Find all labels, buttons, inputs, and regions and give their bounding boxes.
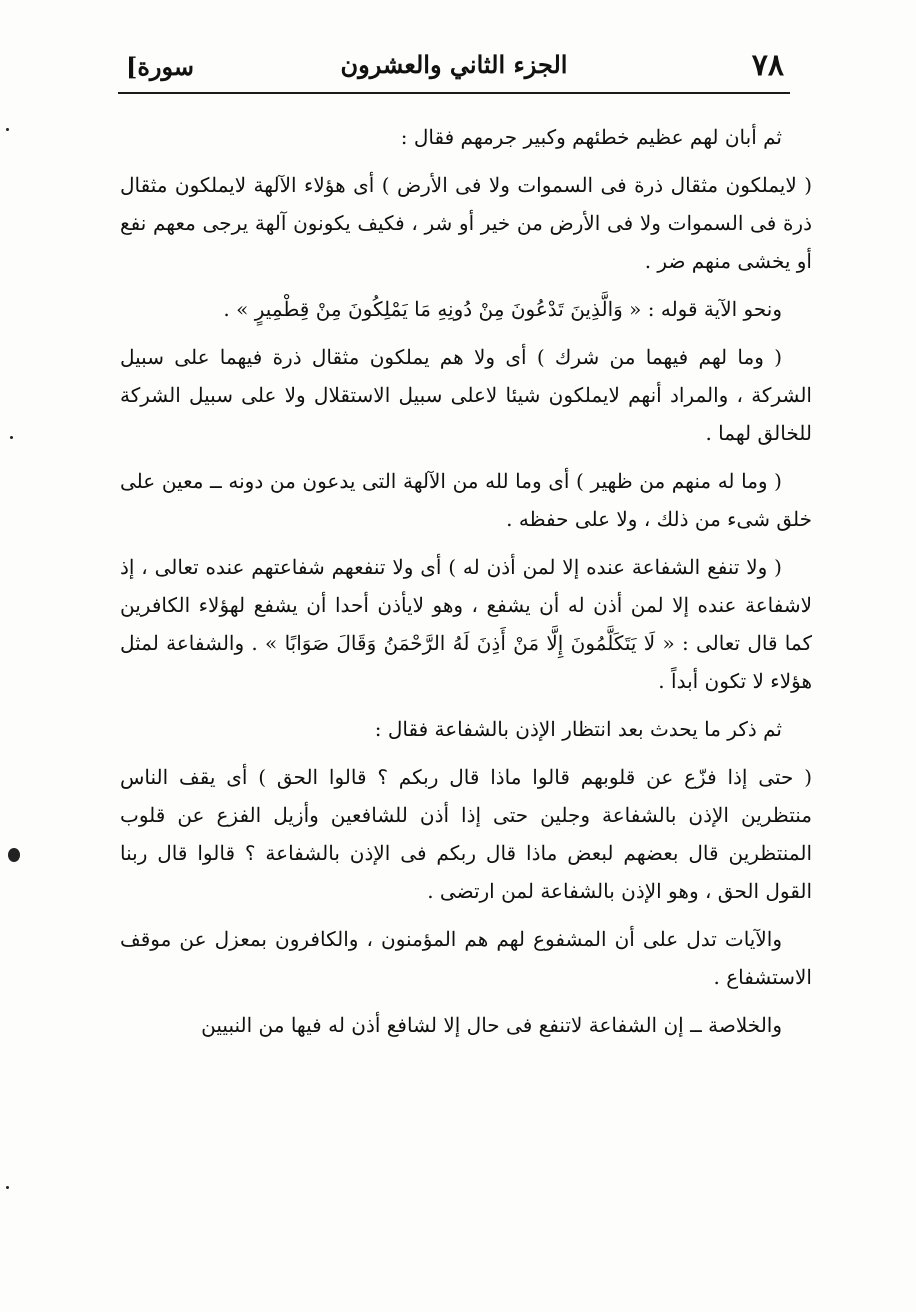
paragraph-shafaa: ( ولا تنفع الشفاعة عنده إلا لمن أذن له ) أى ولا تنفعهم شفاعتهم عنده تعالى ، إذ لاشفاعة عنده إلا لمن أذن له أن يشفع ، وهو لايأذن أحدا أن يشفع لهؤلاء الكافرين كما قال تعالى : « لَا يَتَكَلَّمُونَ إِلَّا مَنْ أَذِنَ لَهُ الرَّحْمَنُ وَقَالَ صَوَابًا » . والشفاعة لمثل هؤلاء لا تكون أبداً . (120, 555, 812, 693)
scan-speck (10, 436, 13, 439)
paragraph-summary: والخلاصة ــ إن الشفاعة لاتنفع فى حال إلا لشافع أذن له فيها من النبيين (201, 1013, 782, 1037)
paragraph-after-permission: ثم ذكر ما يحدث بعد انتظار الإذن بالشفاعة فقال : (374, 717, 782, 741)
paragraph-la-yamlikun: ( لايملكون مثقال ذرة فى السموات ولا فى الأرض ) أى هؤلاء الآلهة لايملكون مثقال ذرة فى السموات ولا فى الأرض من خير أو شر ، فكيف يكونون آلهة يرجى معهم نفع أو يخشى منهم ضر . (120, 173, 812, 273)
scan-speck (6, 1186, 9, 1189)
scan-speck (8, 848, 20, 862)
paragraph-hatta-idha: ( حتى إذا فزّع عن قلوبهم قالوا ماذا قال ربكم ؟ قالوا الحق ) أى يقف الناس منتظرين الإذن بالشفاعة وجلين حتى إذا أذن للشافعين وأزيل الفزع عن قلوب المنتظرين قال بعضهم لبعض ماذا قال ربكم فى الإذن بالشفاعة ؟ قالوا قال ربنا القول الحق ، وهو الإذن بالشفاعة لمن ارتضى . (120, 765, 812, 903)
paragraph-similar-verse: ونحو الآية قوله : « وَالَّذِينَ تَدْعُونَ مِنْ دُونِهِ مَا يَمْلِكُونَ مِنْ قِطْمِيرٍ » . (223, 297, 782, 321)
surah-label: [سورة (126, 52, 195, 81)
paragraph-ayat-indicate: والآيات تدل على أن المشفوع لهم هم المؤمنون ، والكافرون بمعزل عن موقف الاستشفاع . (120, 927, 812, 989)
page-number: ٧٨ (751, 48, 784, 83)
paragraph-intro: ثم أبان لهم عظيم خطئهم وكبير جرمهم فقال : (400, 125, 782, 149)
paragraph-shirk: ( وما لهم فيهما من شرك ) أى ولا هم يملكون مثقال ذرة فيهما على سبيل الشركة ، والمراد أنهم لايملكون شيئا لاعلى سبيل الاستقلال ولا على سبيل الشركة للخالق لهما . (120, 345, 812, 445)
page-body (120, 118, 812, 1044)
scan-speck (6, 128, 9, 131)
paragraph-zahir: ( وما له منهم من ظهير ) أى وما لله من الآلهة التى يدعون من دونه ــ معين على خلق شىء من ذلك ، ولا على حفظه . (120, 469, 812, 531)
running-title: الجزء الثاني والعشرون (340, 50, 568, 79)
page-header (118, 42, 790, 94)
